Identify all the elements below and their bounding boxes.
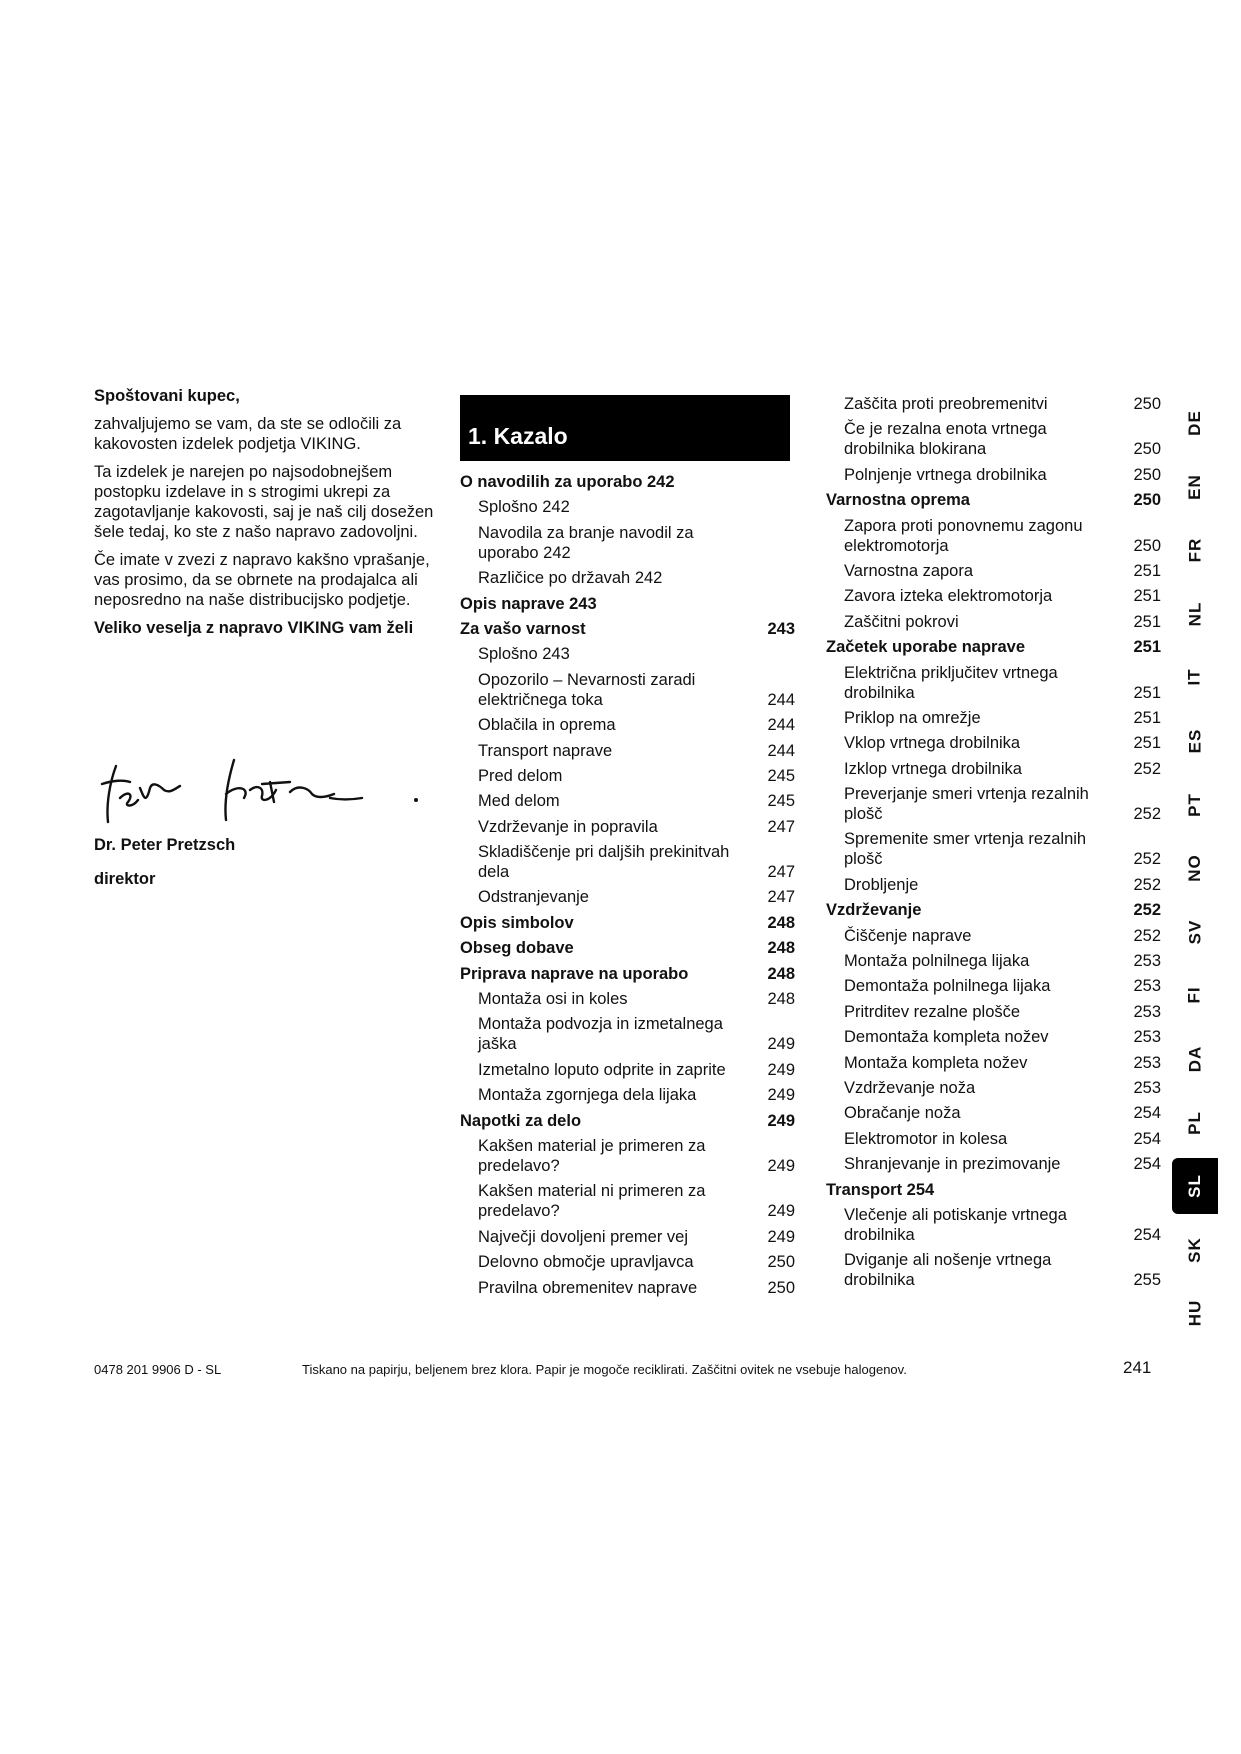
toc-entry-title: Vzdrževanje noža [844,1078,976,1097]
toc-entry-page: 251 [1133,612,1161,631]
toc-entry-title: Vklop vrtnega drobilnika [844,734,1021,753]
toc-entry-title: Transport naprave [478,741,613,760]
print-note: Tiskano na papirju, beljenem brez klora. Papir je mogoče reciklirati. Zaščitni ovitek ne vsebuje halogenov. [302,1362,907,1377]
toc-entry-page: 248 [767,964,795,983]
toc-entry-page: 253 [1133,952,1161,971]
toc-entry [826,900,1161,920]
toc-entry-page: 248 [767,939,795,958]
toc-entry-title: Drobljenje [844,875,919,894]
toc-entry-title: Začetek uporabe naprave [826,638,1025,657]
toc-entry-page: 251 [1133,734,1161,753]
toc-entry [826,561,1161,581]
toc-entry-title: Demontaža polnilnega lijaka [844,977,1051,996]
language-tab-sk [1172,1222,1218,1278]
language-tab-label: DA [1185,1045,1204,1073]
toc-entry-page: 249 [767,1202,795,1221]
toc-entry-page: 252 [1133,759,1161,778]
language-tab-label: DE [1185,410,1204,436]
toc-entry [826,926,1161,946]
language-tab-label: SV [1185,919,1204,945]
toc-entry [826,1103,1161,1123]
toc-entry [460,1111,795,1131]
toc-entry-page: 249 [767,1060,795,1079]
toc-entry-title: Električna priključitev vrtnega drobilnika [844,663,1058,702]
toc-entry [826,612,1161,632]
toc-entry-title: Opozorilo – Nevarnosti zaradi električnega toka [478,670,696,709]
language-tab-label: IT [1184,668,1204,686]
toc-entry-page: 254 [1133,1104,1161,1123]
toc-entry-title: Montaža osi in koles [478,990,628,1009]
toc-entry-title: Obračanje noža [844,1104,961,1123]
toc-entry-page: 252 [1133,901,1161,920]
signer-name: Dr. Peter Pretzsch [94,836,236,854]
closing-line: Veliko veselja z napravo VIKING vam želi [94,619,414,637]
toc-entry-title: Montaža polnilnega lijaka [844,952,1030,971]
toc-entry-page: 250 [1133,465,1161,484]
toc-entry-title: Elektromotor in kolesa [844,1129,1008,1148]
toc-entry-title: Montaža podvozja in izmetalnega jaška [478,1015,723,1054]
language-tab-label: FI [1184,986,1204,1004]
language-tab-no [1172,840,1218,896]
toc-entry [460,497,795,517]
toc-entry-title: Vzdrževanje [826,901,922,920]
toc-entry [460,594,795,614]
toc-entry [460,1278,795,1298]
toc-entry [460,472,795,492]
toc-entry [460,670,795,710]
toc-entry-title: Spremenite smer vrtenja rezalnih plošč [844,830,1087,869]
toc-entry-page: 254 [1133,1225,1161,1244]
toc-entry [460,619,795,639]
language-tab-label: ES [1185,728,1204,754]
toc-entry [460,523,795,563]
intro-paragraph-2: Ta izdelek je narejen po najsodobnejšem postopku izdelave in s strogimi ukrepi za zagotavljanje kakovosti, saj je naš cilj dosežen šele tedaj, ko ste z našo napravo zadovoljni. [94,463,434,541]
toc-entry-page: 248 [767,990,795,1009]
toc-entry-page: 249 [767,1035,795,1054]
intro-paragraph-3: Če imate v zvezi z napravo kakšno vprašanje, vas prosimo, da se obrnete na prodajalca ali neposredno na naše distribucijsko podjetje. [94,551,430,609]
toc-entry-title: Transport 254 [826,1180,935,1199]
language-tab-pl [1172,1095,1218,1151]
toc-entry-page: 250 [767,1253,795,1272]
toc-entry-page: 249 [767,1156,795,1175]
toc-entry-title: Montaža kompleta nožev [844,1053,1028,1072]
toc-entry-page: 247 [767,863,795,882]
toc-entry-title: Skladiščenje pri daljših prekinitvah dela [478,843,730,882]
toc-entry-page: 253 [1133,1053,1161,1072]
toc-entry-title: Največji dovoljeni premer vej [478,1227,689,1246]
toc-entry [826,1129,1161,1149]
language-tab-sl [1172,1158,1218,1214]
toc-entry-page: 249 [767,1227,795,1246]
language-tab-label: SK [1185,1236,1204,1263]
language-tab-label: NO [1185,854,1204,882]
toc-entry [460,913,795,933]
toc-entry [460,887,795,907]
document-code: 0478 201 9906 D - SL [94,1362,222,1377]
toc-header-bar [460,395,790,461]
toc-middle-column [460,472,795,1303]
toc-entry-title: Vzdrževanje in popravila [478,817,658,836]
toc-entry [826,1250,1161,1290]
toc-entry-page: 244 [767,690,795,709]
toc-entry-page: 254 [1133,1155,1161,1174]
toc-entry-title: O navodilih za uporabo 242 [460,473,675,491]
language-tab-label: HU [1185,1300,1204,1327]
language-tabs [1172,395,1218,1343]
toc-entry [826,875,1161,895]
language-tab-label: EN [1185,473,1204,500]
toc-entry-title: Delovno območje upravljavca [478,1253,694,1272]
toc-entry-title: Različice po državah 242 [478,569,663,588]
toc-entry [460,1060,795,1080]
language-tab-label: PT [1184,792,1204,817]
toc-entry-page: 252 [1133,805,1161,824]
toc-entry [460,1014,795,1054]
toc-entry [460,715,795,735]
toc-entry [826,733,1161,753]
language-tab-it [1172,649,1218,705]
toc-entry-title: Vlečenje ali potiskanje vrtnega drobilnika [844,1205,1067,1244]
toc-entry-title: Če je rezalna enota vrtnega drobilnika blokirana [844,420,1047,459]
language-tab-sv [1172,904,1218,960]
toc-entry-title: Pravilna obremenitev naprave [478,1278,698,1297]
page-number: 241 [1123,1358,1152,1377]
toc-entry [460,989,795,1009]
language-tab-label: NL [1184,601,1204,627]
language-tab-de [1172,395,1218,451]
signature-image [94,754,434,830]
toc-entry-page: 253 [1133,1028,1161,1047]
toc-entry [460,766,795,786]
toc-entry-page: 250 [1133,395,1161,413]
toc-entry [460,938,795,958]
toc-entry-title: Za vašo varnost [460,619,586,638]
toc-entry [826,465,1161,485]
toc-entry-title: Zaščitni pokrovi [844,612,959,631]
toc-entry-page: 249 [767,1086,795,1105]
toc-entry-page: 243 [767,619,795,638]
toc-entry-page: 253 [1133,1078,1161,1097]
toc-right-column [826,394,1161,1296]
toc-entry [460,817,795,837]
intro-letter [94,386,434,646]
toc-entry-title: Varnostna zapora [844,561,974,580]
toc-entry-page: 250 [1133,491,1161,510]
intro-paragraph-1: zahvaljujemo se vam, da ste se odločili za kakovosten izdelek podjetja VIKING. [94,415,402,453]
toc-entry-title: Navodila za branje navodil za uporabo 242 [478,523,694,562]
toc-entry [460,1136,795,1176]
toc-entry-title: Zaščita proti preobremenitvi [844,395,1048,413]
toc-entry [460,644,795,664]
language-tab-label: SL [1184,1174,1204,1199]
toc-title: 1. Kazalo [468,423,568,449]
language-tab-fi [1172,967,1218,1023]
language-tab-pt [1172,777,1218,833]
toc-entry-page: 250 [1133,536,1161,555]
toc-entry-page: 251 [1133,683,1161,702]
toc-entry-page: 245 [767,792,795,811]
toc-entry-page: 253 [1133,977,1161,996]
toc-entry-page: 248 [767,913,795,932]
toc-entry-page: 247 [767,888,795,907]
toc-entry-page: 251 [1133,638,1161,657]
language-tab-label: PL [1184,1110,1204,1135]
toc-entry-page: 251 [1133,708,1161,727]
toc-entry [826,394,1161,414]
toc-entry [826,1180,1161,1200]
greeting: Spoštovani kupec, [94,387,240,405]
toc-entry-page: 250 [767,1278,795,1297]
toc-entry-title: Pritrditev rezalne plošče [844,1002,1021,1021]
toc-entry [460,1252,795,1272]
toc-entry [460,791,795,811]
toc-entry [826,1154,1161,1174]
toc-entry-title: Med delom [478,792,560,811]
toc-entry [826,951,1161,971]
toc-entry-title: Zavora izteka elektromotorja [844,587,1053,606]
toc-entry [826,1078,1161,1098]
toc-entry-title: Zapora proti ponovnemu zagonu elektromotorja [844,516,1083,555]
toc-entry [826,1205,1161,1245]
toc-entry-page: 255 [1133,1271,1161,1290]
toc-entry-title: Splošno 243 [478,645,570,664]
toc-entry [826,829,1161,869]
toc-entry-title: Dviganje ali nošenje vrtnega drobilnika [844,1251,1052,1290]
toc-entry-title: Opis naprave 243 [460,594,597,613]
language-tab-es [1172,713,1218,769]
toc-entry [826,976,1161,996]
toc-entry [460,1181,795,1221]
toc-entry [460,741,795,761]
toc-entry-page: 247 [767,817,795,836]
toc-entry [826,490,1161,510]
toc-entry-page: 251 [1133,561,1161,580]
toc-entry [826,586,1161,606]
toc-entry [826,516,1161,556]
toc-entry [460,1227,795,1247]
toc-entry [826,663,1161,703]
toc-entry [826,1027,1161,1047]
language-tab-label: FR [1184,537,1204,563]
toc-entry [460,842,795,882]
toc-entry-page: 254 [1133,1129,1161,1148]
toc-entry-title: Opis simbolov [460,913,574,932]
toc-entry-title: Čiščenje naprave [844,926,972,945]
language-tab-hu [1172,1285,1218,1341]
toc-entry-page: 244 [767,741,795,760]
toc-entry [460,964,795,984]
toc-entry-page: 245 [767,766,795,785]
toc-entry-title: Splošno 242 [478,498,570,517]
toc-entry-page: 251 [1133,587,1161,606]
signer-role: direktor [94,870,156,888]
toc-entry [460,568,795,588]
language-tab-fr [1172,522,1218,578]
toc-entry [826,637,1161,657]
toc-entry-title: Izklop vrtnega drobilnika [844,759,1022,778]
toc-entry [826,1053,1161,1073]
toc-entry-title: Montaža zgornjega dela lijaka [478,1086,697,1105]
toc-entry [826,784,1161,824]
toc-entry-title: Napotki za delo [460,1111,582,1130]
toc-entry-page: 253 [1133,1002,1161,1021]
toc-entry-title: Polnjenje vrtnega drobilnika [844,465,1047,484]
toc-entry [826,419,1161,459]
toc-entry-page: 252 [1133,926,1161,945]
toc-entry-title: Oblačila in oprema [478,716,616,735]
toc-entry-title: Kakšen material je primeren za predelavo? [478,1136,706,1175]
toc-entry-page: 249 [767,1111,795,1130]
language-tab-nl [1172,586,1218,642]
toc-entry-title: Shranjevanje in prezimovanje [844,1155,1061,1174]
toc-entry-title: Odstranjevanje [478,888,589,907]
toc-entry [826,759,1161,779]
toc-entry [826,708,1161,728]
language-tab-en [1172,459,1218,515]
toc-entry-page: 244 [767,716,795,735]
toc-entry-page: 250 [1133,440,1161,459]
toc-entry-title: Pred delom [478,766,563,785]
toc-entry-title: Demontaža kompleta nožev [844,1028,1049,1047]
language-tab-da [1172,1031,1218,1087]
toc-entry-title: Priprava naprave na uporabo [460,964,689,983]
toc-entry [460,1085,795,1105]
toc-entry-page: 252 [1133,850,1161,869]
toc-entry-page: 252 [1133,875,1161,894]
toc-entry-title: Kakšen material ni primeren za predelavo? [478,1182,706,1221]
toc-entry-title: Obseg dobave [460,939,574,958]
toc-entry-title: Izmetalno loputo odprite in zaprite [478,1060,726,1079]
toc-entry [826,1002,1161,1022]
toc-entry-title: Varnostna oprema [826,491,970,510]
toc-entry-title: Priklop na omrežje [844,708,981,727]
toc-entry-title: Preverjanje smeri vrtenja rezalnih plošč [844,785,1089,824]
